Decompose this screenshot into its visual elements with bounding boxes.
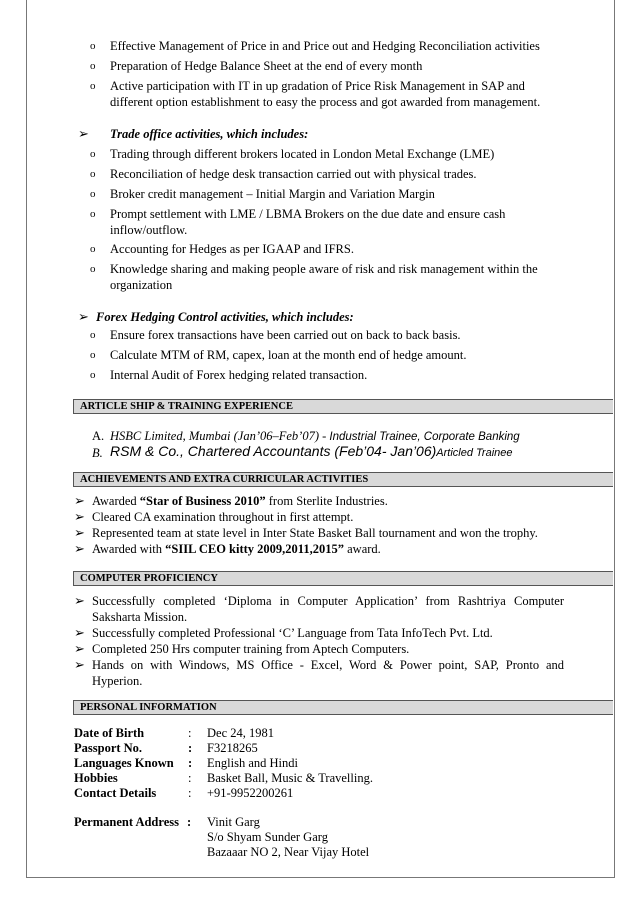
computer-item-line2: Saksharta Mission. <box>92 610 188 624</box>
computer-item: Successfully completed Professional ‘C’ Language from Tata InfoTech Pvt. Ltd. <box>92 626 493 640</box>
bullet-marker: o <box>90 263 96 275</box>
achievement-item <box>92 493 388 509</box>
computer-item-line1: Successfully completed ‘Diploma in Computer Application’ from Rashtriya Computer <box>92 594 564 608</box>
bullet-marker: o <box>90 148 96 160</box>
arrow-bullet-icon: ➢ <box>74 625 85 640</box>
risk-item-line2: different option establishment to easy the process and got awarded from management. <box>110 95 541 109</box>
article-employer: RSM & Co., Chartered Accountants (Feb’04- Jan’06) <box>110 443 437 459</box>
bullet-marker: o <box>90 329 96 341</box>
trade-item: Trading through different brokers located in London Metal Exchange (LME) <box>110 147 495 161</box>
arrow-bullet-icon: ➢ <box>74 541 85 556</box>
forex-item: Ensure forex transactions have been carried out on back to back basis. <box>110 328 461 342</box>
field-value-dob: Dec 24, 1981 <box>207 726 274 740</box>
bullet-marker: o <box>90 80 96 92</box>
article-letter: B. <box>92 446 103 460</box>
address-line: Bazaaar NO 2, Near Vijay Hotel <box>207 845 370 859</box>
article-role: Articled Trainee <box>436 447 513 459</box>
field-colon: : <box>187 815 192 829</box>
section-header-computer <box>73 571 613 586</box>
arrow-bullet-icon: ➢ <box>74 657 85 672</box>
field-colon: : <box>188 741 193 755</box>
trade-item-line1: Prompt settlement with LME / LBMA Brokers on the due date and ensure cash <box>110 207 506 221</box>
article-employer: HSBC Limited, Mumbai (Jan’06–Feb’07) - <box>110 429 330 443</box>
bullet-marker: o <box>90 208 96 220</box>
bullet-marker: o <box>90 349 96 361</box>
trade-item: Accounting for Hedges as per IGAAP and IFRS. <box>110 242 354 256</box>
field-value-languages: English and Hindi <box>207 756 298 770</box>
computer-item-line1: Hands on with Windows, MS Office - Excel, Word & Power point, SAP, Pronto and <box>92 658 564 672</box>
trade-item-line2: inflow/outflow. <box>110 223 188 237</box>
achievement-item: Represented team at state level in Inter State Basket Ball tournament and won the trophy. <box>92 526 538 540</box>
arrow-bullet-icon: ➢ <box>74 593 85 608</box>
achievement-award: “SIIL CEO kitty 2009,2011,2015” <box>165 542 344 556</box>
achievement-text: from Sterlite Industries. <box>265 494 388 508</box>
field-colon: : <box>188 786 192 800</box>
section-header-personal <box>73 700 613 715</box>
address-line: S/o Shyam Sunder Garg <box>207 830 328 844</box>
field-value-contact: +91-9952200261 <box>207 786 294 800</box>
article-role: Industrial Trainee, Corporate Banking <box>329 431 520 443</box>
arrow-bullet-icon: ➢ <box>78 309 89 324</box>
field-label-passport: Passport No. <box>74 741 143 755</box>
arrow-bullet-icon: ➢ <box>74 493 85 508</box>
bullet-marker: o <box>90 369 96 381</box>
section-title: COMPUTER PROFICIENCY <box>80 573 218 584</box>
bullet-marker: o <box>90 60 96 72</box>
arrow-bullet-icon: ➢ <box>74 525 85 540</box>
arrow-bullet-icon: ➢ <box>78 126 89 141</box>
bullet-marker: o <box>90 40 96 52</box>
arrow-bullet-icon: ➢ <box>74 641 85 656</box>
achievement-item: Cleared CA examination throughout in first attempt. <box>92 510 354 524</box>
forex-heading: Forex Hedging Control activities, which includes: <box>96 310 354 324</box>
achievement-text: Awarded with <box>92 542 166 556</box>
field-label-address: Permanent Address <box>74 815 179 829</box>
trade-item-line2: organization <box>110 278 173 292</box>
section-title: ARTICLE SHIP & TRAINING EXPERIENCE <box>80 401 293 412</box>
achievement-text: Awarded <box>92 494 140 508</box>
achievement-text: award. <box>344 542 381 556</box>
computer-item-line2: Hyperion. <box>92 674 143 688</box>
trade-item: Broker credit management – Initial Margin and Variation Margin <box>110 187 435 201</box>
article-entry-b <box>110 443 513 461</box>
forex-item: Calculate MTM of RM, capex, loan at the month end of hedge amount. <box>110 348 467 362</box>
field-colon: : <box>188 726 192 740</box>
forex-item: Internal Audit of Forex hedging related transaction. <box>110 368 368 382</box>
trade-heading: Trade office activities, which includes: <box>110 127 309 141</box>
computer-item <box>92 657 564 689</box>
section-title: PERSONAL INFORMATION <box>80 702 217 713</box>
risk-item: Effective Management of Price in and Price out and Hedging Reconciliation activities <box>110 39 540 53</box>
field-value-passport: F3218265 <box>207 741 258 755</box>
field-label-dob: Date of Birth <box>74 726 145 740</box>
bullet-marker: o <box>90 243 96 255</box>
field-label-hobbies: Hobbies <box>74 771 118 785</box>
bullet-marker: o <box>90 168 96 180</box>
trade-item: Reconciliation of hedge desk transaction carried out with physical trades. <box>110 167 477 181</box>
bullet-marker: o <box>90 188 96 200</box>
field-value-hobbies: Basket Ball, Music & Travelling. <box>207 771 373 785</box>
achievement-award: “Star of Business 2010” <box>139 494 266 508</box>
arrow-bullet-icon: ➢ <box>74 509 85 524</box>
field-label-languages: Languages Known <box>74 756 174 770</box>
field-label-contact: Contact Details <box>74 786 157 800</box>
risk-item-line1: Active participation with IT in up gradation of Price Risk Management in SAP and <box>110 79 525 93</box>
trade-item-line1: Knowledge sharing and making people aware of risk and risk management within the <box>110 262 538 276</box>
section-header-achievements <box>73 472 613 487</box>
risk-item: Preparation of Hedge Balance Sheet at the end of every month <box>110 59 423 73</box>
section-title: ACHIEVEMENTS AND EXTRA CURRICULAR ACTIVITIES <box>80 474 369 485</box>
computer-item <box>92 593 564 625</box>
field-colon: : <box>188 756 193 770</box>
achievement-item <box>92 541 381 557</box>
section-header-article <box>73 399 613 414</box>
computer-item: Completed 250 Hrs computer training from Aptech Computers. <box>92 642 410 656</box>
article-letter: A. <box>92 429 105 443</box>
field-colon: : <box>188 771 192 785</box>
address-line: Vinit Garg <box>207 815 260 829</box>
